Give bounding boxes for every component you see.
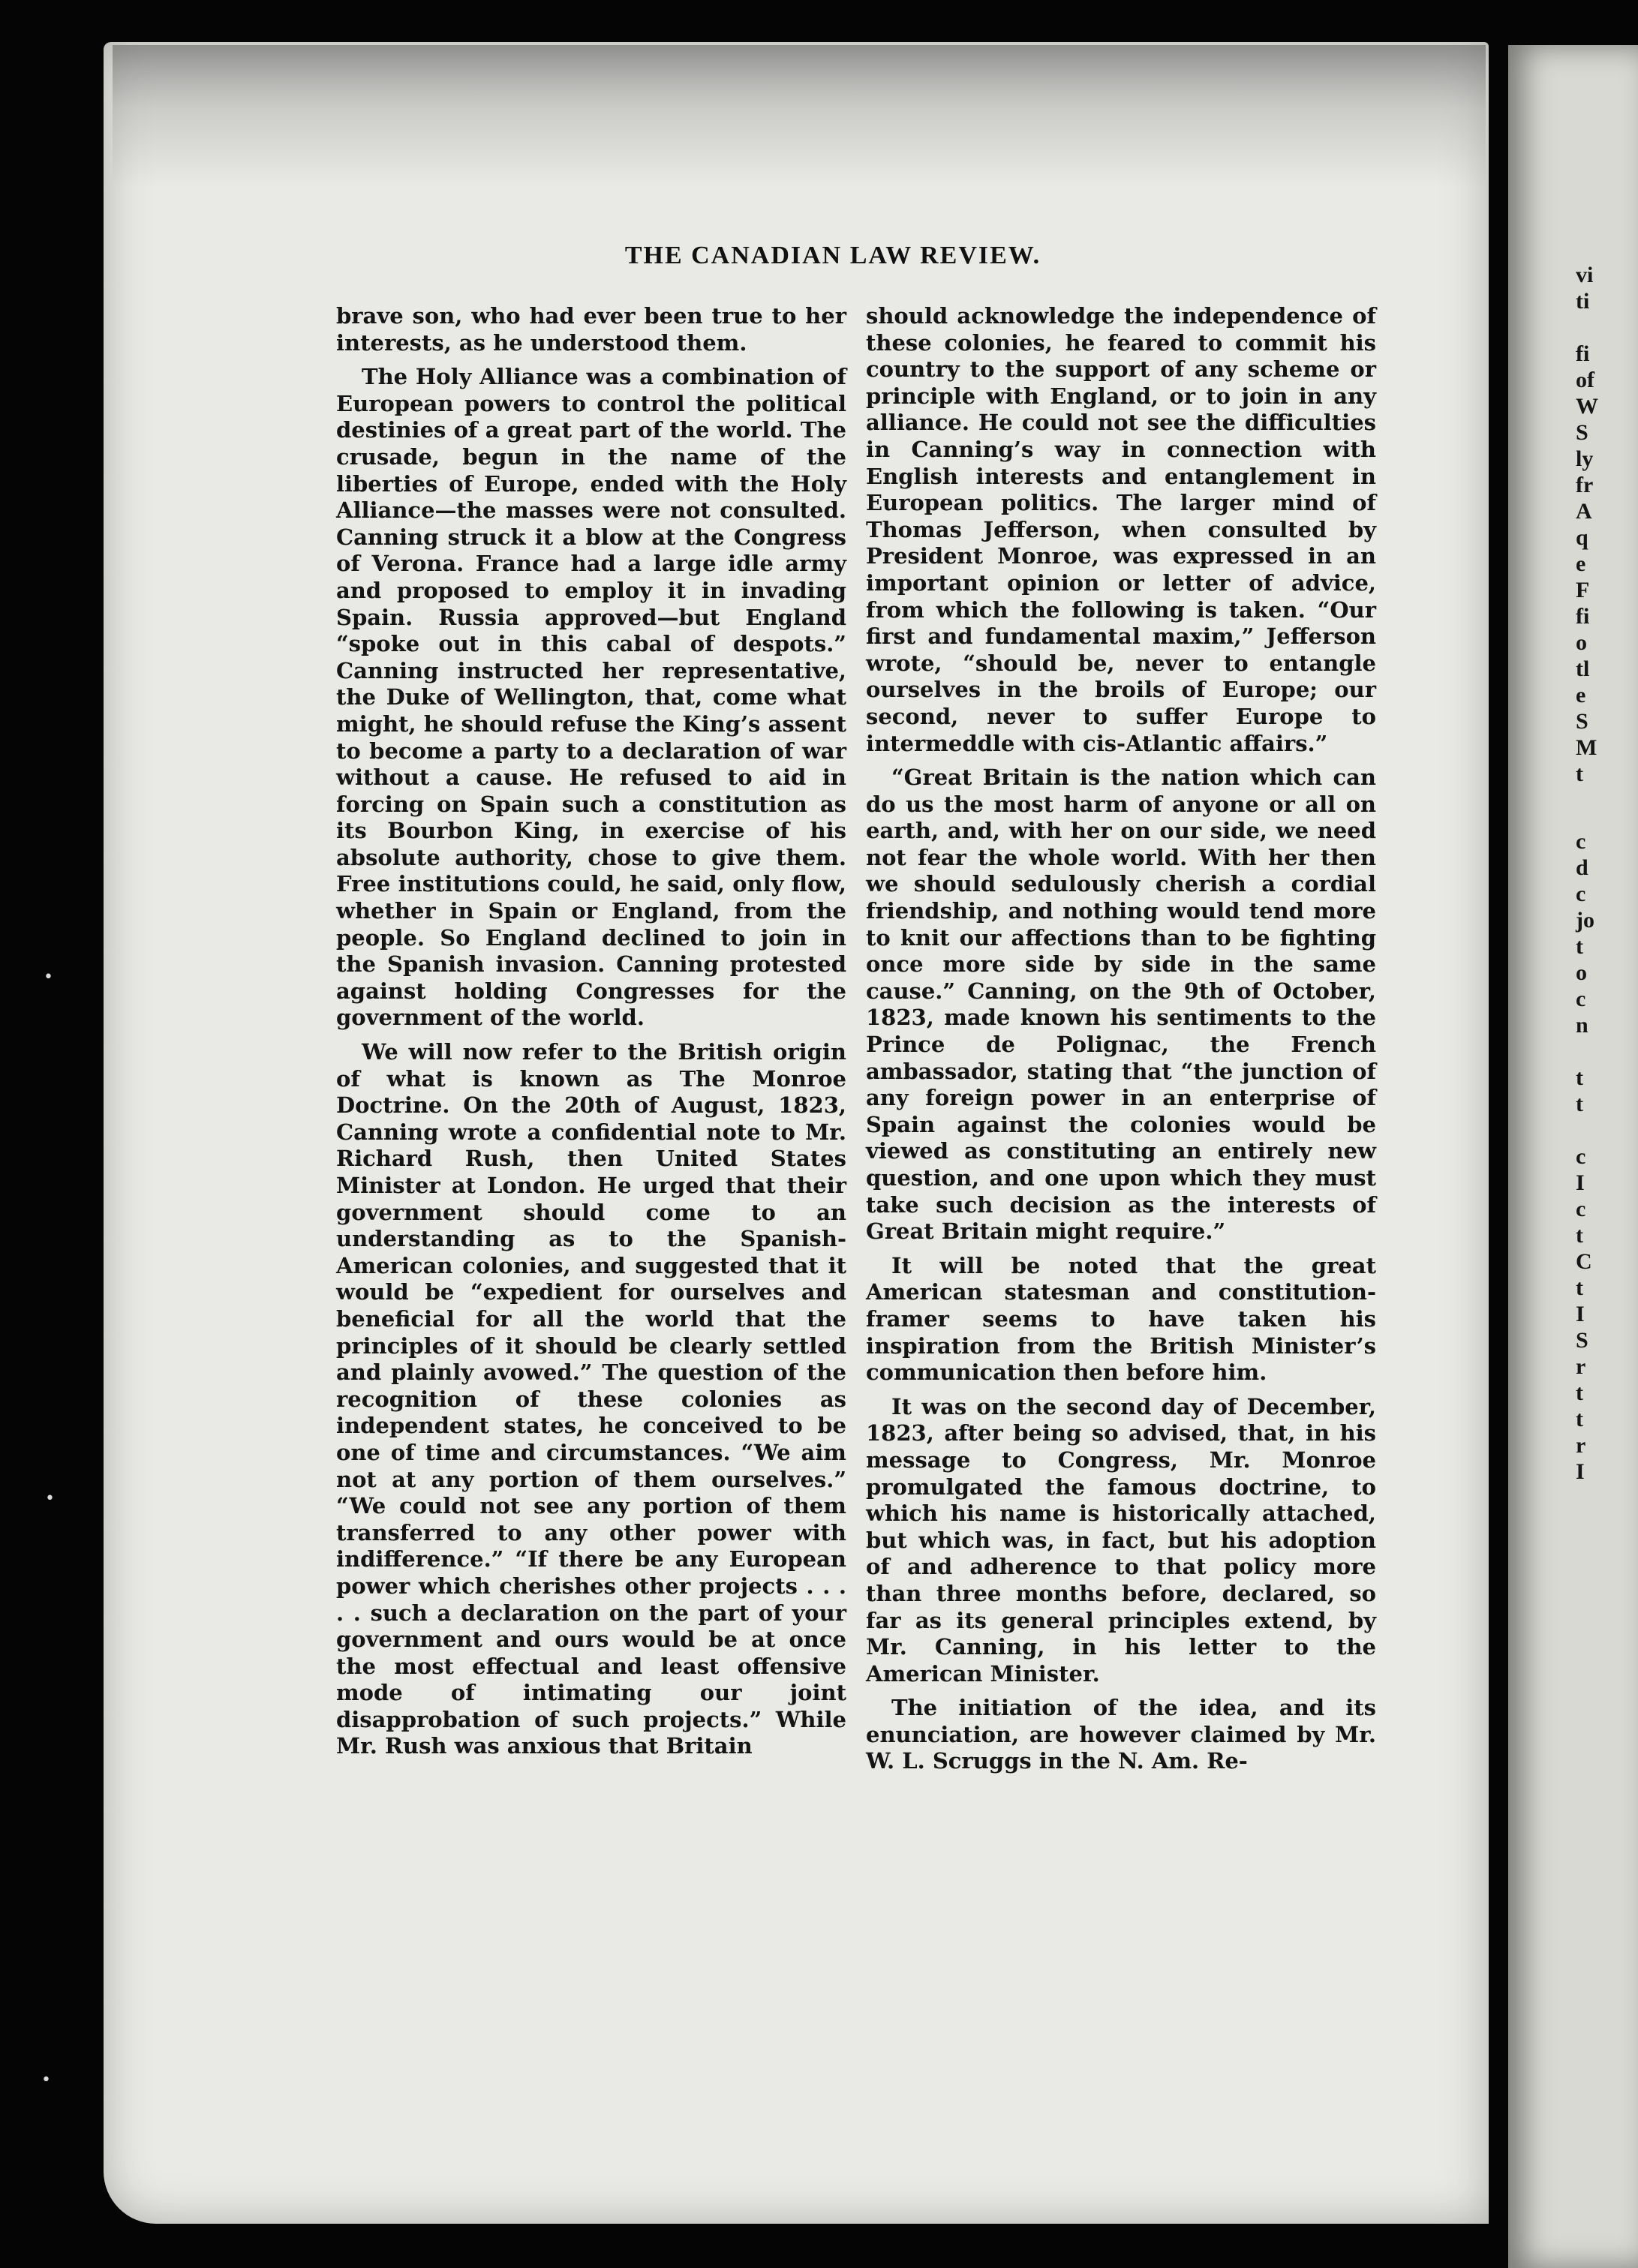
facing-page-fragment: ti	[1576, 289, 1590, 314]
scan-speck: •	[41, 2071, 51, 2089]
facing-page-fragment: C	[1576, 1249, 1592, 1274]
paragraph: “Great Britain is the nation which can do us the most harm of anyone or all on earth, and, with her on our side, we need not fear the whole world. With her then we should sedulously cherish a cordial friendship, and nothing would tend more to knit our affections than to be fighting once more side by side in the same cause.” Canning, on the 9th of October, 1823, made known his sentiments to the Prince de Polignac, the French ambassador, stating that “the junction of any foreign power in an enterprise of Spain against the colonies would be viewed as constituting an entirely new question, and one upon which they must take such decision as the interests of Great Britain might require.”	[866, 765, 1376, 1245]
facing-page-fragment: A	[1576, 499, 1592, 524]
facing-page-fragment: t	[1576, 1380, 1583, 1405]
facing-page-fragment: c	[1576, 987, 1586, 1011]
right-text-column	[866, 303, 1376, 1783]
facing-page-fragment: t	[1576, 1223, 1583, 1248]
facing-page-fragment: o	[1576, 630, 1587, 655]
facing-page-fragment: t	[1576, 1065, 1583, 1090]
facing-page-fragment: F	[1576, 578, 1590, 602]
facing-page-fragment: q	[1576, 525, 1588, 550]
facing-page-fragment: c	[1576, 829, 1586, 854]
facing-page-fragment: r	[1576, 1433, 1586, 1458]
facing-page-fragment: t	[1576, 1407, 1583, 1431]
paragraph: The initiation of the idea, and its enunciation, are however claimed by Mr. W. L. Scruggs in the N. Am. Re-	[866, 1695, 1376, 1774]
facing-page-fragment: S	[1576, 709, 1588, 734]
facing-page-fragment: of	[1576, 368, 1594, 392]
facing-page-fragment: t	[1576, 1275, 1583, 1300]
facing-page-fragment: jo	[1576, 908, 1594, 933]
facing-page-fragment: e	[1576, 683, 1586, 707]
facing-page-fragment: W	[1576, 394, 1598, 419]
facing-page-fragment: e	[1576, 551, 1586, 576]
facing-page-fragment: ly	[1576, 446, 1594, 471]
facing-page-fragment: fr	[1576, 473, 1594, 497]
paragraph: We will now refer to the British origin of what is known as The Monroe Doctrine. On the 20th of August, 1823, Canning wrote a confidential note to Mr. Richard Rush, then United States Minister at London. He urged that their government should come to an understanding as to the Spanish-American colonies, and suggested that it would be “expedient for ourselves and beneficial for all the world that the principles of it should be clearly settled and plainly avowed.” The question of the recognition of these colonies as independent states, he conceived to be one of time and circumstances. “We aim not at any portion of them ourselves.” “We could not see any portion of them transferred to any other power with indifference.” “If there be any European power which cherishes other projects . . . . . such a declaration on the part of your government and ours would be at once the most effectual and least offensive mode of intimating our joint disapprobation of such projects.” While Mr. Rush was anxious that Britain	[336, 1039, 846, 1759]
facing-page-fragment: c	[1576, 1144, 1586, 1169]
paragraph: It will be noted that the great American statesman and constitution-framer seems to have taken his inspiration from the British Minister’s communication then before him.	[866, 1252, 1376, 1386]
paragraph: The Holy Alliance was a combination of European powers to control the political destinies of a great part of the world. The crusade, begun in the name of the liberties of Europe, ended with the Holy Alliance—the masses were not consulted. Canning struck it a blow at the Congress of Verona. France had a large idle army and proposed to employ it in invading Spain. Russia approved—but England “spoke out in this cabal of despots.” Canning instructed her representative, the Duke of Wellington, that, come what might, he should refuse the King’s assent to become a party to a declaration of war without a cause. He refused to aid in forcing on Spain such a constitution as its Bourbon King, in exercise of his absolute authority, chose to give them. Free institutions could, he said, only flow, whether in Spain or England, from the people. So England declined to join in the Spanish invasion. Canning protested against holding Congresses for the government of the world.	[336, 364, 846, 1031]
facing-page-fragment: tl	[1576, 656, 1590, 681]
facing-page-fragment: r	[1576, 1354, 1586, 1379]
running-header: THE CANADIAN LAW REVIEW.	[624, 242, 1041, 269]
facing-page-fragment: fi	[1576, 341, 1590, 366]
facing-page-fragment: I	[1576, 1302, 1585, 1326]
facing-page-fragment: I	[1576, 1459, 1585, 1484]
paragraph: It was on the second day of December, 1823, after being so advised, that, in his message to Congress, Mr. Monroe promulgated the famous doctrine, to which his name is historically attached, but which was, in fact, but his adoption of and adherence to that policy more than three months before, declared, so far as its general principles extend, by Mr. Canning, in his letter to the American Minister.	[866, 1393, 1376, 1687]
facing-page-fragment: fi	[1576, 604, 1590, 629]
page-top-stain	[113, 45, 1486, 188]
facing-page-fragment: S	[1576, 1328, 1588, 1353]
facing-page-fragment: o	[1576, 960, 1587, 985]
facing-page-fragment: S	[1576, 420, 1588, 445]
facing-page-edge	[1508, 45, 1638, 2268]
scan-speck: •	[45, 1489, 55, 1508]
paragraph: brave son, who had ever been true to her interests, as he understood them.	[336, 303, 846, 356]
facing-page-fragment: t	[1576, 1092, 1583, 1116]
scan-speck: •	[44, 968, 53, 987]
facing-page-fragment: d	[1576, 855, 1588, 880]
facing-page-fragment: c	[1576, 882, 1586, 906]
facing-page-fragment: c	[1576, 1197, 1586, 1221]
facing-page-fragment: M	[1576, 735, 1597, 760]
facing-page-fragment: t	[1576, 934, 1583, 959]
left-text-column	[336, 303, 846, 1768]
facing-page-fragment: I	[1576, 1170, 1585, 1195]
facing-page-fragment: n	[1576, 1013, 1588, 1038]
facing-page-fragment: t	[1576, 762, 1583, 786]
paragraph: should acknowledge the independence of these colonies, he feared to commit his country to the support of any scheme or principle with England, or to join in any alliance. He could not see the difficulties in Canning’s way in connection with English interests and entanglement in European politics. The larger mind of Thomas Jefferson, when consulted by President Monroe, was expressed in an important opinion or letter of advice, from which the following is taken. “Our first and fundamental maxim,” Jefferson wrote, “should be, never to entangle ourselves in the broils of Europe; our second, never to suffer Europe to intermeddle with cis-Atlantic affairs.”	[866, 303, 1376, 756]
facing-page-fragment: vi	[1576, 263, 1594, 287]
